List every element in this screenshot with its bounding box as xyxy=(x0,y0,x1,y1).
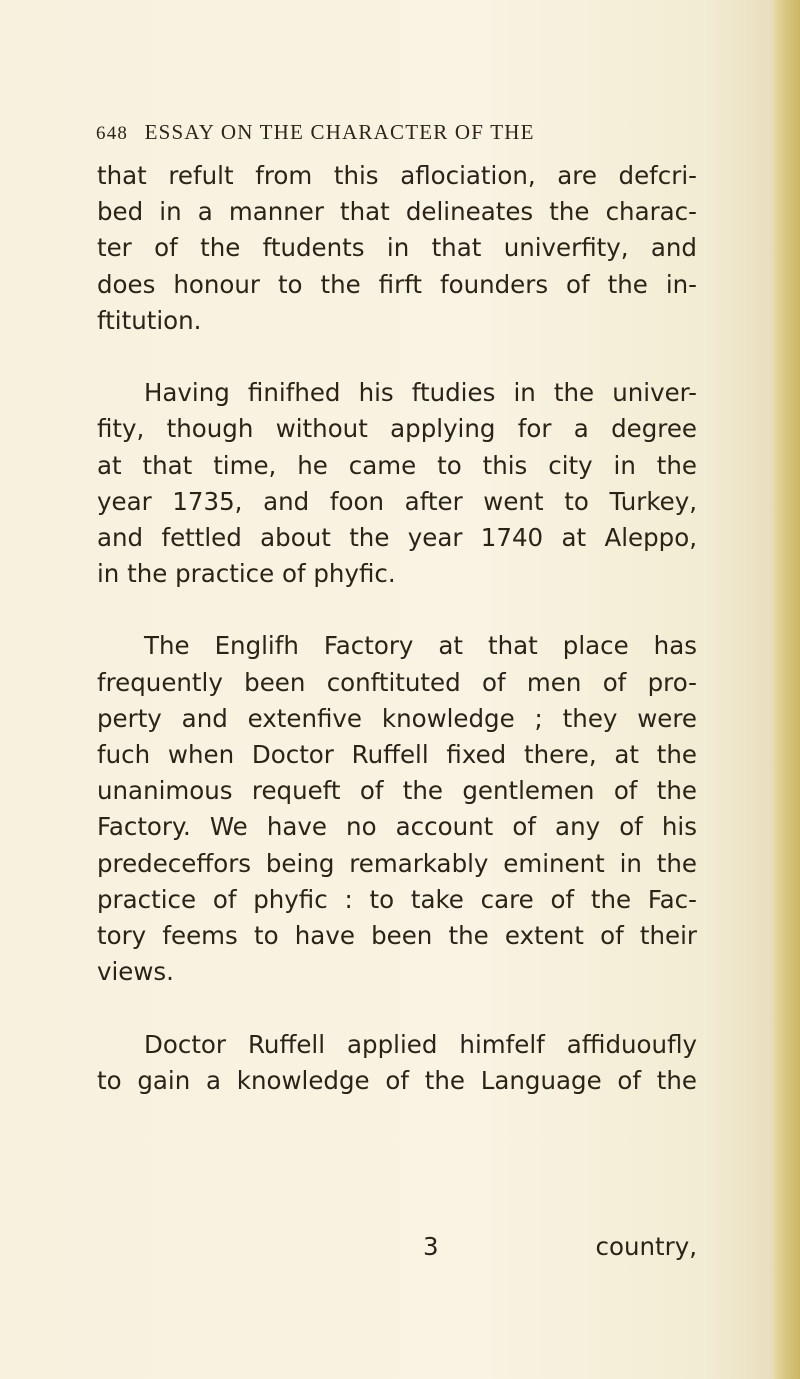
paragraph-gap xyxy=(97,990,697,1026)
text-line: perty and extenfive knowledge ; they were xyxy=(97,703,697,733)
text-line: practice of phyfic : to take care of the Fac- xyxy=(97,884,697,914)
text-line: and fettled about the year 1740 at Aleppo, xyxy=(97,522,697,552)
text-line: ter of the ftudents in that univerfity, and xyxy=(97,233,697,263)
text-line: ftitution. xyxy=(97,305,202,335)
text-line: The Englifh Factory at that place has xyxy=(144,631,697,661)
text-line: unanimous requeft of the gentlemen of the xyxy=(97,776,697,806)
text-line: at that time, he came to this city in the xyxy=(97,450,697,480)
text-line: fuch when Doctor Ruffell fixed there, at the xyxy=(97,740,697,769)
text-line: that refult from this aflociation, are defcri- xyxy=(97,161,697,190)
body-text xyxy=(97,158,697,1099)
running-header xyxy=(96,120,696,145)
footer-catchline xyxy=(97,1232,697,1268)
text-line: to gain a knowledge of the Language of the xyxy=(97,1065,697,1095)
text-line: views. xyxy=(97,957,174,987)
text-line: bed in a manner that delineates the charac- xyxy=(97,197,697,227)
page-number: 648 xyxy=(96,123,129,144)
running-title: ESSAY ON THE CHARACTER OF THE xyxy=(144,120,535,144)
text-line: tory feems to have been the extent of their xyxy=(97,920,697,950)
paragraph-gap xyxy=(97,339,697,375)
text-line: frequently been conftituted of men of pro- xyxy=(97,667,697,697)
text-line: year 1735, and foon after went to Turkey, xyxy=(97,486,697,516)
text-line: fity, though without applying for a degree xyxy=(97,414,697,444)
text-line: predeceffors being remarkably eminent in the xyxy=(97,848,697,878)
text-line: in the practice of phyfic. xyxy=(97,559,396,589)
text-line: Having finifhed his ftudies in the univer- xyxy=(144,378,697,408)
text-line: Doctor Ruffell applied himfelf affiduoufly xyxy=(144,1029,697,1059)
catchword: country, xyxy=(595,1232,697,1261)
page-gutter-edge xyxy=(774,0,800,1379)
text-line: Factory. We have no account of any of his xyxy=(97,812,697,842)
text-line: does honour to the firft founders of the in- xyxy=(97,269,697,299)
signature-mark: 3 xyxy=(423,1232,439,1261)
paragraph-gap xyxy=(97,592,697,628)
